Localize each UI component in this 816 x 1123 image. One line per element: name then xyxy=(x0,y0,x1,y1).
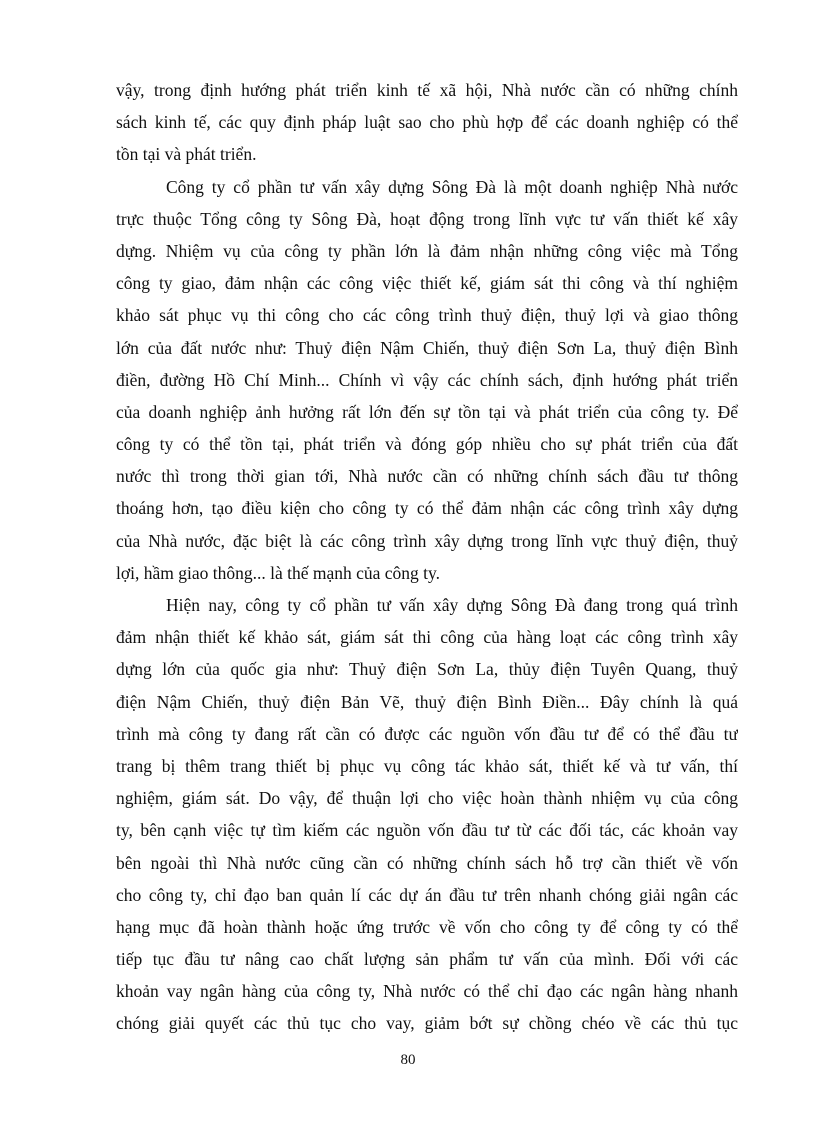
text-line: trực thuộc Tổng công ty Sông Đà, hoạt động trong lĩnh vực tư vấn thiết kế xây xyxy=(116,208,738,229)
text-line: đảm nhận thiết kế khảo sát, giám sát thi công của hàng loạt các công trình xây xyxy=(116,627,738,648)
text-line: chóng giải quyết các thủ tục cho vay, giảm bớt sự chồng chéo về các thủ tục xyxy=(116,1013,738,1034)
text-line: khảo sát phục vụ thi công cho các công trình thuỷ điện, thuỷ lợi và giao thông xyxy=(116,305,738,326)
text-line: nghiệm, giám sát. Do vậy, để thuận lợi cho việc hoàn thành nhiệm vụ của công xyxy=(116,788,738,809)
text-line: khoản vay ngân hàng của công ty, Nhà nước có thể chỉ đạo các ngân hàng nhanh xyxy=(116,981,738,1002)
text-line: điền, đường Hồ Chí Minh... Chính vì vậy các chính sách, định hướng phát triển xyxy=(116,369,738,390)
text-line: điện Nậm Chiến, thuỷ điện Bản Vẽ, thuỷ điện Bình Điền... Đây chính là quá xyxy=(116,691,738,712)
text-line: của Nhà nước, đặc biệt là các công trình xây dựng trong lĩnh vực thuỷ điện, thuỷ xyxy=(116,530,738,551)
text-line: lợi, hầm giao thông... là thế mạnh của công ty. xyxy=(116,562,441,583)
body-text xyxy=(116,74,738,1040)
paragraph xyxy=(116,74,738,171)
text-line: tồn tại và phát triển. xyxy=(116,144,257,165)
text-line: Hiện nay, công ty cổ phần tư vấn xây dựng Sông Đà đang trong quá trình xyxy=(166,595,738,615)
text-line: tiếp tục đầu tư nâng cao chất lượng sản phẩm tư vấn của mình. Đối với các xyxy=(116,949,738,970)
text-line: trình mà công ty đang rất cần có được các nguồn vốn đầu tư để có thể đầu tư xyxy=(116,723,738,744)
text-line: trang bị thêm trang thiết bị phục vụ công tác khảo sát, thiết kế và tư vấn, thí xyxy=(116,755,738,776)
text-line: thoáng hơn, tạo điều kiện cho công ty có thể đảm nhận các công trình xây dựng xyxy=(116,498,738,519)
text-line: của doanh nghiệp ảnh hưởng rất lớn đến sự tồn tại và phát triển của công ty. Để xyxy=(116,401,738,422)
page-number: 80 xyxy=(400,1052,416,1068)
text-line: Công ty cổ phần tư vấn xây dựng Sông Đà là một doanh nghiệp Nhà nước xyxy=(166,176,738,197)
paragraph xyxy=(116,171,738,589)
paragraph xyxy=(116,589,738,1040)
text-line: cho công ty, chỉ đạo ban quản lí các dự án đầu tư trên nhanh chóng giải ngân các xyxy=(116,884,738,905)
text-line: dựng lớn của quốc gia như: Thuỷ điện Sơn La, thủy điện Tuyên Quang, thuỷ xyxy=(116,659,738,680)
text-line: sách kinh tế, các quy định pháp luật sao cho phù hợp để các doanh nghiệp có thể xyxy=(116,112,738,133)
text-line: vậy, trong định hướng phát triển kinh tế xã hội, Nhà nước cần có những chính xyxy=(116,80,738,100)
text-line: lớn của đất nước như: Thuỷ điện Nậm Chiến, thuỷ điện Sơn La, thuỷ điện Bình xyxy=(116,337,738,358)
text-line: hạng mục đã hoàn thành hoặc ứng trước về vốn cho công ty để công ty có thể xyxy=(116,916,738,937)
text-line: công ty giao, đảm nhận các công việc thiết kế, giám sát thi công và thí nghiệm xyxy=(116,273,738,294)
text-line: công ty có thể tồn tại, phát triển và đóng góp nhiều cho sự phát triển của đất xyxy=(116,434,738,455)
text-line: dựng. Nhiệm vụ của công ty phần lớn là đảm nhận những công việc mà Tổng xyxy=(116,240,738,261)
text-line: bên ngoài thì Nhà nước cũng cần có những chính sách hỗ trợ cần thiết về vốn xyxy=(116,852,738,873)
text-line: ty, bên cạnh việc tự tìm kiếm các nguồn vốn đầu tư từ các đối tác, các khoản vay xyxy=(116,820,738,841)
text-line: nước thì trong thời gian tới, Nhà nước cần có những chính sách đầu tư thông xyxy=(116,466,738,487)
